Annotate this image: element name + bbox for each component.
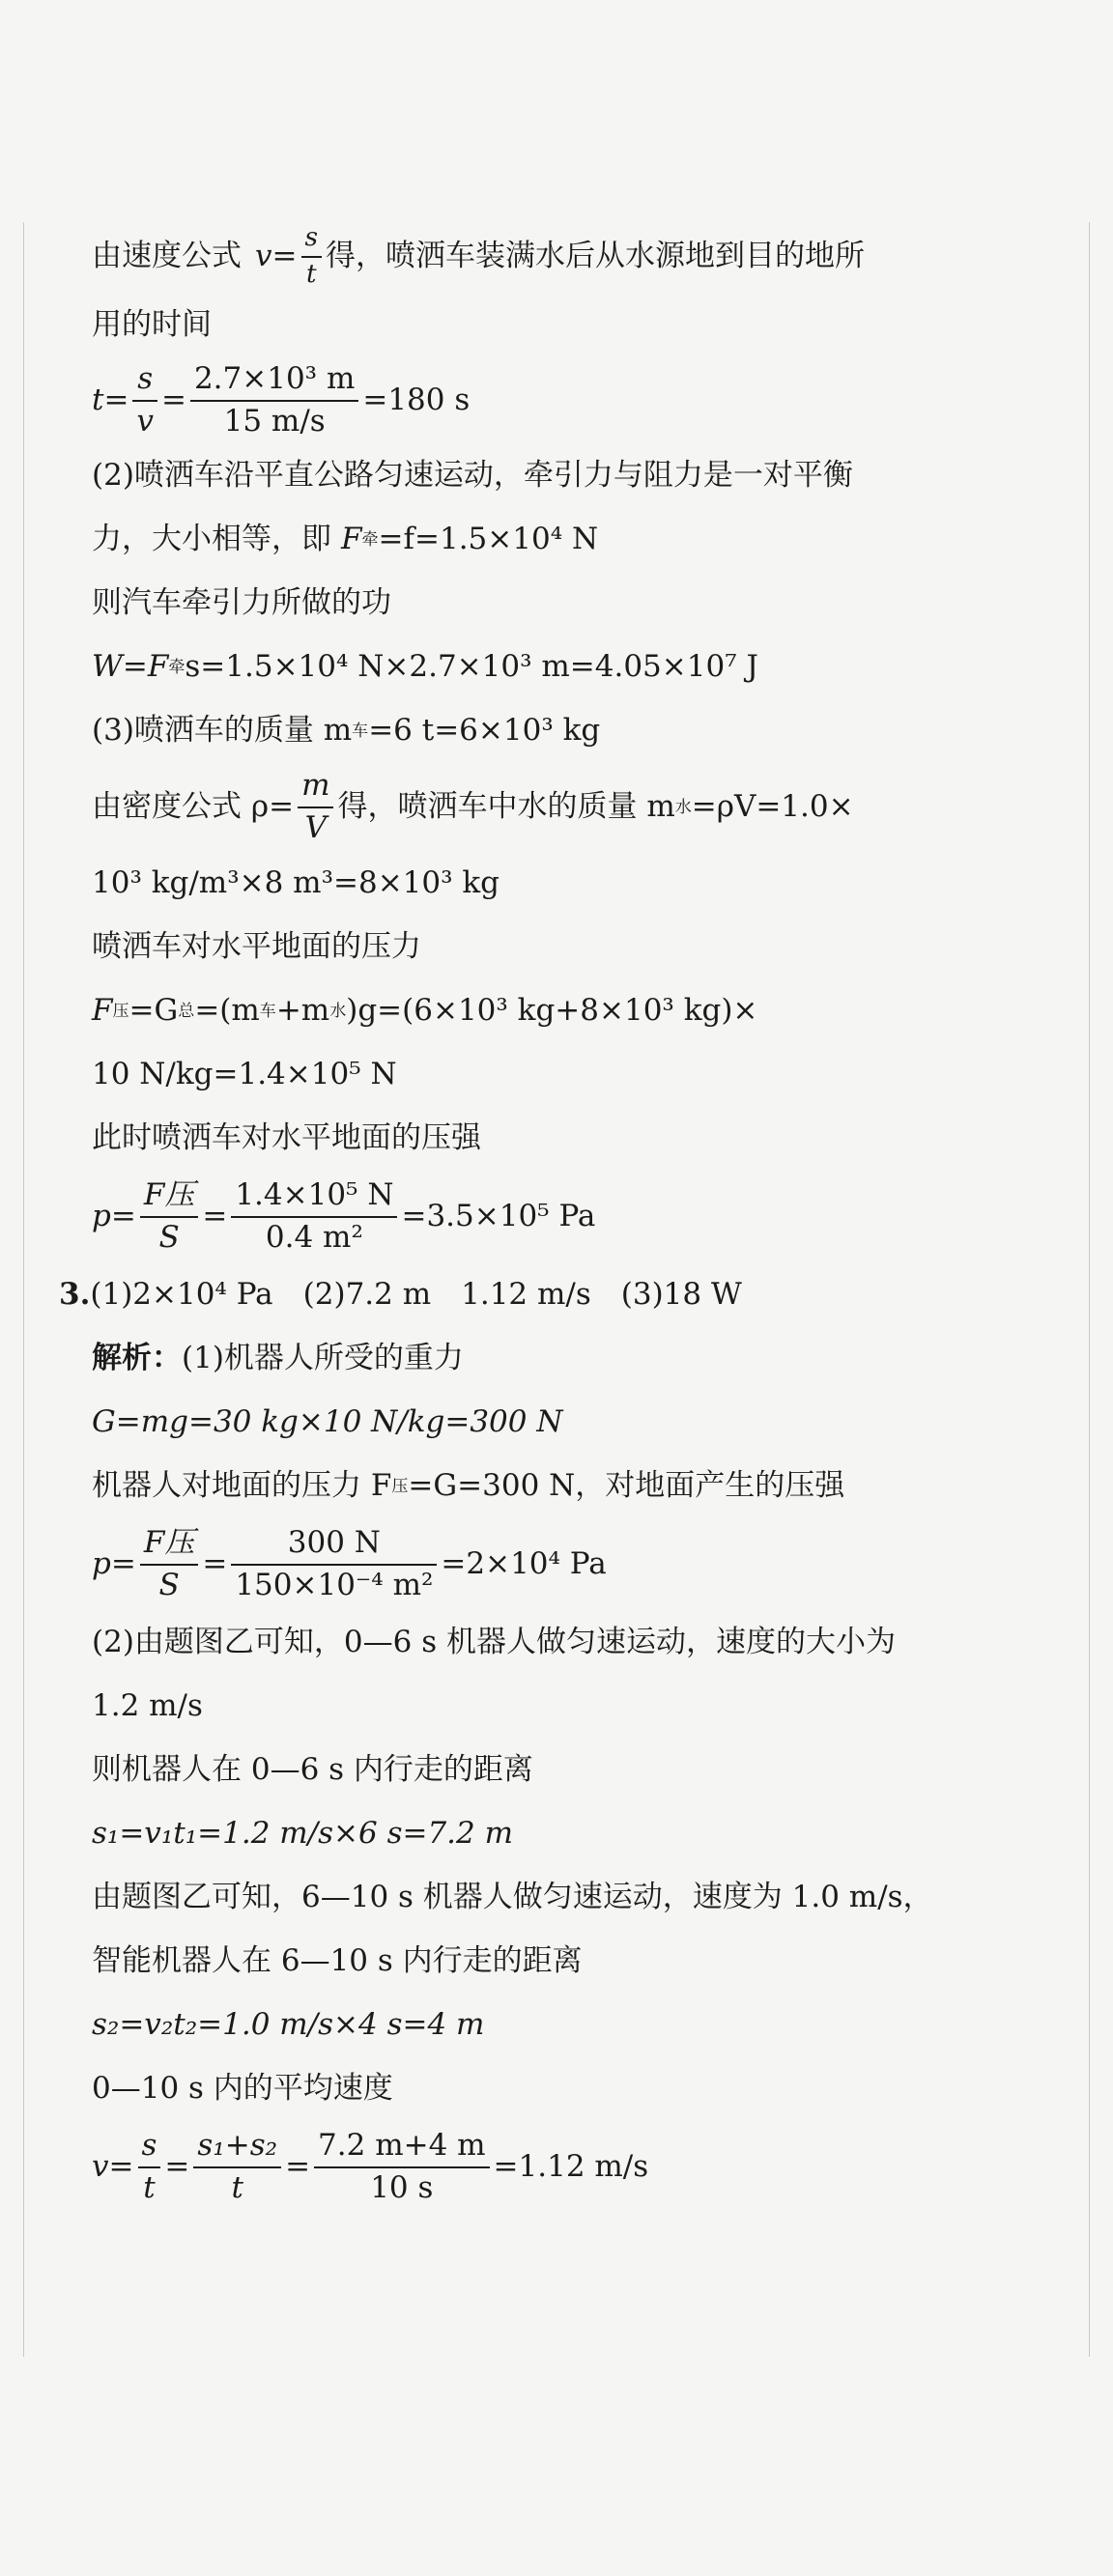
result: =3.5×10⁵ Pa [401, 1199, 596, 1234]
text: 智能机器人在 6—10 s 内行走的距离 [92, 1943, 583, 1979]
text: 0—10 s 内的平均速度 [92, 2071, 393, 2107]
math-op: = [202, 1546, 228, 1582]
result: =1.12 m/s [493, 2149, 649, 2185]
subscript: 牵 [168, 657, 186, 677]
text: 力，大小相等，即 [92, 522, 331, 557]
fraction [132, 359, 157, 442]
fraction [231, 1523, 437, 1606]
math-var: F [341, 522, 362, 557]
subscript: 总 [178, 1001, 195, 1021]
numerator: s [137, 361, 154, 397]
formula-line [92, 357, 1058, 444]
text: =G [128, 993, 179, 1029]
text: 此时喷洒车对水平地面的压强 [92, 1120, 481, 1156]
formula-line [92, 1171, 1058, 1263]
denominator: t [231, 2170, 243, 2205]
subscript: 车 [352, 721, 369, 741]
denominator: S [158, 1568, 180, 1602]
analysis-label: 解析： [92, 1341, 182, 1376]
text: 则机器人在 0—6 s 内行走的距离 [92, 1752, 533, 1788]
text: =f=1.5×10⁴ N [378, 522, 599, 557]
text: G=mg=30 kg×10 N/kg=300 N [92, 1404, 563, 1440]
math-var: F [92, 993, 113, 1029]
text-line [92, 1611, 1058, 1675]
subscript: 牵 [361, 529, 379, 550]
text-line [92, 1802, 1058, 1866]
answer-text: (1)2×10⁴ Pa (2)7.2 m 1.12 m/s (3)18 W [90, 1277, 742, 1313]
denominator: t [305, 260, 317, 289]
text-line [92, 916, 1058, 979]
math-op: = [202, 1199, 228, 1234]
text: s₂=v₂t₂=1.0 m/s×4 s=4 m [92, 2007, 485, 2043]
fraction [193, 2126, 281, 2209]
question-answer-line [59, 1263, 1058, 1327]
fraction [140, 1523, 199, 1606]
text: =ρV=1.0× [691, 789, 854, 825]
subscript: 压 [112, 1001, 129, 1021]
numerator: s₁+s₂ [197, 2128, 278, 2164]
text: (3)喷洒车的质量 m [92, 713, 353, 749]
text-line [92, 1675, 1058, 1739]
left-margin-rule [23, 222, 24, 2357]
answer-content [59, 220, 1058, 2214]
text-line [92, 1866, 1058, 1930]
text: 则汽车牵引力所做的功 [92, 585, 391, 621]
numerator: 7.2 m+4 m [318, 2128, 486, 2164]
math-var: v= [92, 2149, 134, 2185]
text: 10³ kg/m³×8 m³=8×10³ kg [92, 865, 500, 901]
math-op: = [160, 382, 186, 418]
text: 由速度公式 [92, 239, 242, 274]
text-line [92, 636, 1058, 699]
denominator: 0.4 m² [265, 1220, 363, 1255]
text-line [92, 1043, 1058, 1107]
text-line [92, 508, 1058, 572]
fraction [298, 766, 333, 849]
numerator: F压 [143, 1525, 195, 1561]
text: 1.2 m/s [92, 1688, 203, 1724]
fraction [190, 359, 358, 442]
text-line [92, 1327, 1058, 1391]
text-line [92, 572, 1058, 636]
text-line [92, 1739, 1058, 1802]
text: 10 N/kg=1.4×10⁵ N [92, 1057, 397, 1092]
subscript: 压 [391, 1476, 409, 1496]
text: =6 t=6×10³ kg [368, 713, 601, 749]
denominator: 150×10⁻⁴ m² [235, 1568, 434, 1602]
text: W=F [92, 649, 169, 685]
numerator: 300 N [287, 1525, 381, 1561]
math-var: p= [92, 1199, 136, 1234]
denominator: S [158, 1220, 180, 1255]
denominator: 10 s [370, 2170, 434, 2205]
numerator: s [304, 223, 319, 253]
right-margin-rule [1089, 222, 1090, 2357]
result: =2×10⁴ Pa [441, 1546, 607, 1582]
math-var: p= [92, 1546, 136, 1582]
text: (1)机器人所受的重力 [182, 1341, 464, 1376]
numerator: m [301, 768, 330, 804]
numerator: 1.4×10⁵ N [235, 1177, 394, 1213]
text-line [92, 1994, 1058, 2057]
text: =(m [194, 993, 260, 1029]
text: )g=(6×10³ kg+8×10³ kg)× [346, 993, 758, 1029]
text: (2)喷洒车沿平直公路匀速运动，牵引力与阻力是一对平衡 [92, 458, 853, 494]
text-line [92, 979, 1058, 1043]
math-op: = [271, 239, 298, 274]
numerator: F压 [143, 1177, 195, 1213]
text-line [92, 1107, 1058, 1171]
denominator: v [136, 404, 154, 439]
text-line [92, 1930, 1058, 1994]
subscript: 水 [674, 797, 692, 817]
denominator: 15 m/s [223, 404, 326, 439]
text-line [92, 444, 1058, 508]
fraction [301, 221, 323, 292]
text-line [92, 1455, 1058, 1518]
text-line [92, 699, 1058, 763]
text-line [92, 2057, 1058, 2121]
text-line [92, 1391, 1058, 1455]
text: 得，喷洒车中水的质量 m [337, 789, 675, 825]
result: =180 s [362, 382, 471, 418]
text-line [92, 294, 1058, 357]
formula-line [92, 763, 1058, 852]
subscript: 车 [259, 1001, 276, 1021]
math-op: = [285, 2149, 311, 2185]
text: s=1.5×10⁴ N×2.7×10³ m=4.05×10⁷ J [185, 649, 758, 685]
question-number: 3. [59, 1277, 91, 1313]
fraction [138, 2126, 161, 2209]
formula-line [92, 1518, 1058, 1611]
text: 机器人对地面的压力 F [92, 1468, 392, 1504]
text-line [92, 852, 1058, 916]
text: 由密度公式 ρ= [92, 789, 295, 825]
text: +m [275, 993, 330, 1029]
denominator: t [143, 2170, 156, 2205]
text: 得，喷洒车装满水后从水源地到目的地所 [326, 239, 866, 274]
fraction [231, 1175, 397, 1259]
math-var: t [92, 382, 104, 418]
subscript: 水 [329, 1001, 347, 1021]
fraction [314, 2126, 490, 2209]
text: 用的时间 [92, 307, 212, 343]
math-op: = [103, 382, 129, 418]
formula-line [92, 2121, 1058, 2214]
text: 由题图乙可知，6—10 s 机器人做匀速运动，速度为 1.0 m/s， [92, 1880, 933, 1915]
numerator: 2.7×10³ m [193, 361, 356, 397]
fraction [140, 1175, 199, 1259]
numerator: s [141, 2128, 157, 2164]
math-op: = [164, 2149, 190, 2185]
text: 喷洒车对水平地面的压力 [92, 929, 421, 965]
text-line [92, 220, 1058, 294]
denominator: V [304, 810, 327, 845]
text: =G=300 N，对地面产生的压强 [408, 1468, 845, 1504]
math-var: v [255, 239, 272, 274]
text: s₁=v₁t₁=1.2 m/s×6 s=7.2 m [92, 1816, 513, 1852]
text: (2)由题图乙可知，0—6 s 机器人做匀速运动，速度的大小为 [92, 1625, 896, 1660]
